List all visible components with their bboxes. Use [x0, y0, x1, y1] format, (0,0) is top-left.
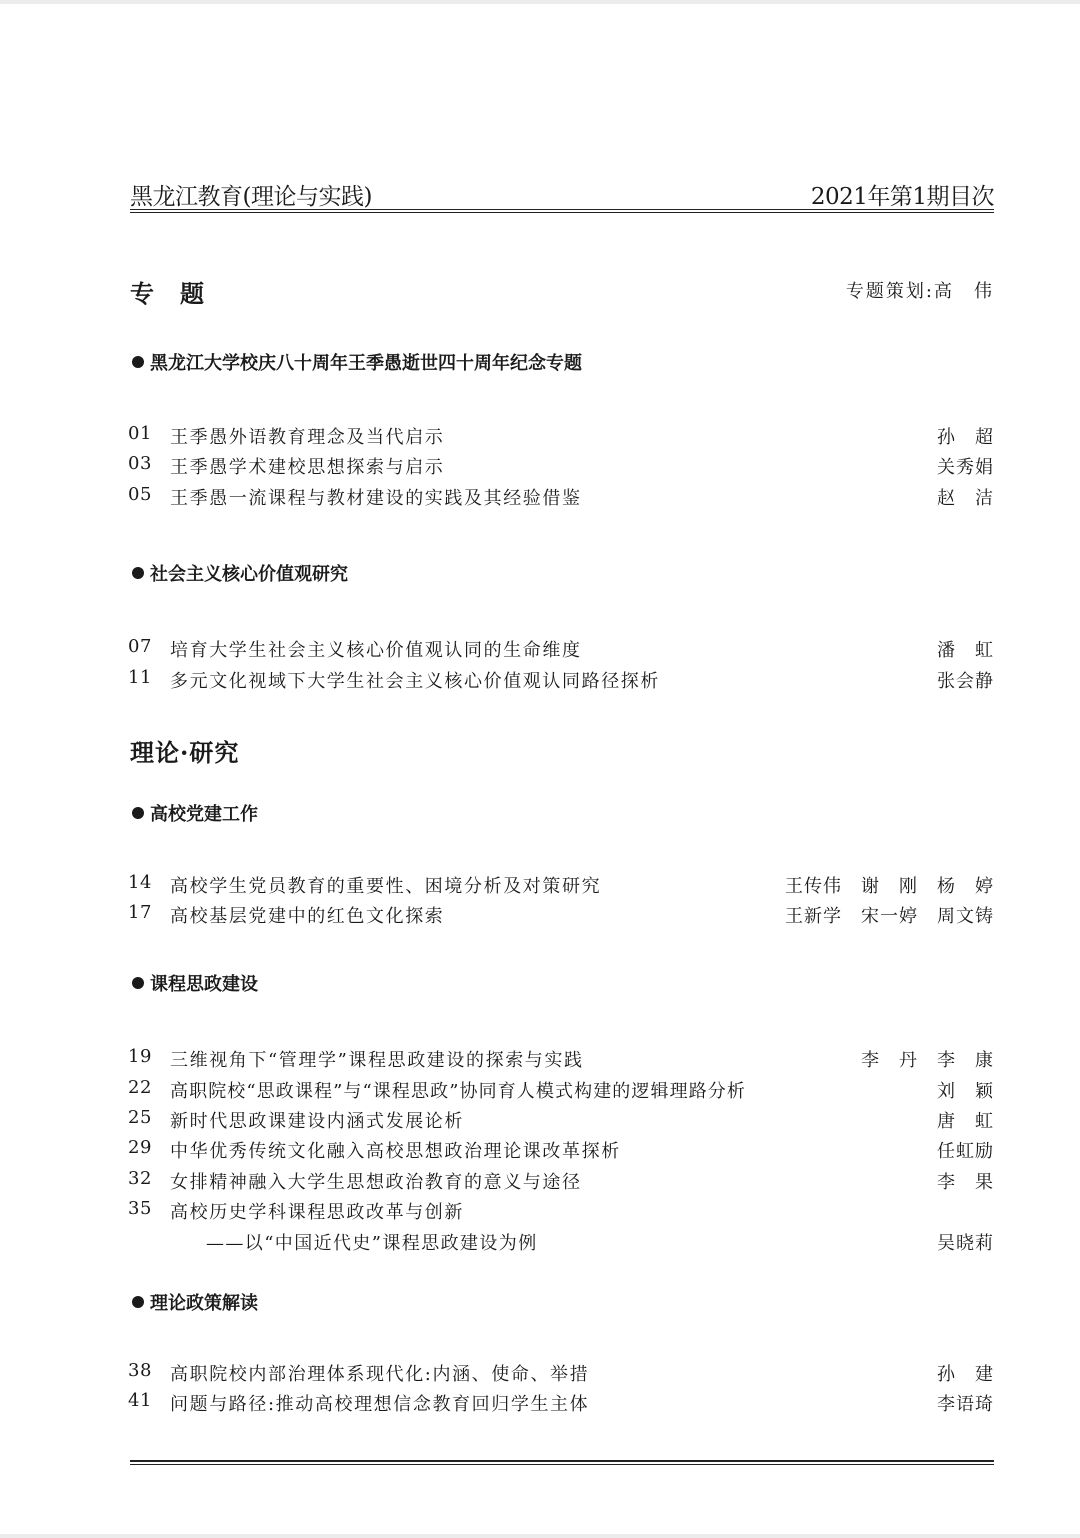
toc-entry[interactable]: [128, 1137, 994, 1163]
toc-entry-continued[interactable]: [128, 1229, 994, 1255]
subsection-label: 社会主义核心价值观研究: [150, 564, 348, 585]
page-number: 38: [128, 1360, 152, 1381]
article-title: 高职院校“思政课程”与“课程思政”协同育人模式构建的逻辑理路分析: [170, 1081, 747, 1102]
page-number: 11: [128, 667, 152, 688]
toc-entry[interactable]: [128, 1077, 994, 1103]
article-author: 关秀娟: [937, 457, 994, 478]
article-author: 潘 虹: [937, 640, 994, 661]
article-author: 唐 虹: [937, 1111, 994, 1132]
page-number: 25: [128, 1107, 152, 1128]
subsection-heading: [132, 970, 258, 996]
subsection-heading: [132, 560, 348, 586]
page-number: 03: [128, 453, 152, 474]
article-title: 女排精神融入大学生思想政治教育的意义与途径: [170, 1172, 582, 1193]
footer-rule: [130, 1460, 994, 1465]
toc-entry[interactable]: [128, 1168, 994, 1194]
subsection-heading: [132, 349, 582, 375]
bullet-icon: [132, 356, 144, 368]
article-author: 王传伟 谢 刚 杨 婷: [785, 876, 994, 897]
page-number: 35: [128, 1198, 152, 1219]
toc-entry[interactable]: [128, 1198, 994, 1224]
article-subtitle: ——以“中国近代史”课程思政建设为例: [206, 1233, 538, 1254]
article-title: 高职院校内部治理体系现代化:内涵、使命、举措: [170, 1364, 590, 1385]
article-title: 培育大学生社会主义核心价值观认同的生命维度: [170, 640, 582, 661]
toc-entry[interactable]: [128, 423, 994, 449]
toc-entry[interactable]: [128, 484, 994, 510]
subsection-label: 理论政策解读: [150, 1293, 258, 1314]
article-author: 孙 建: [937, 1364, 994, 1385]
toc-entry[interactable]: [128, 902, 994, 928]
article-author: 吴晓莉: [937, 1233, 994, 1254]
article-title: 高校学生党员教育的重要性、困境分析及对策研究: [170, 876, 602, 897]
article-title: 三维视角下“管理学”课程思政建设的探索与实践: [170, 1050, 584, 1071]
toc-entry[interactable]: [128, 667, 994, 693]
page-number: 14: [128, 872, 152, 893]
journal-title: 黑龙江教育(理论与实践): [130, 184, 372, 210]
page-number: 29: [128, 1137, 152, 1158]
article-author: 孙 超: [937, 427, 994, 448]
subsection-label: 黑龙江大学校庆八十周年王季愚逝世四十周年纪念专题: [150, 353, 582, 374]
article-title: 王季愚一流课程与教材建设的实践及其经验借鉴: [170, 488, 582, 509]
issue-title: 2021年第1期目次: [810, 184, 994, 210]
topic-editor: 专题策划:高 伟: [845, 281, 994, 302]
toc-entry[interactable]: [128, 1046, 994, 1072]
toc-entry[interactable]: [128, 1107, 994, 1133]
bullet-icon: [132, 807, 144, 819]
toc-entry[interactable]: [128, 1360, 994, 1386]
article-title: 高校基层党建中的红色文化探索: [170, 906, 445, 927]
toc-entry[interactable]: [128, 1390, 994, 1416]
article-author: 王新学 宋一婷 周文铸: [785, 906, 994, 927]
article-author: 李语琦: [937, 1394, 994, 1415]
toc-entry[interactable]: [128, 453, 994, 479]
page-number: 22: [128, 1077, 152, 1098]
article-author: 张会静: [937, 671, 994, 692]
subsection-label: 高校党建工作: [150, 804, 258, 825]
header-rule: [130, 209, 994, 213]
page-number: 19: [128, 1046, 152, 1067]
page-header: [130, 178, 994, 210]
article-author: 李 果: [937, 1172, 994, 1193]
section-title-zhuanti: 专 题: [130, 279, 205, 308]
bullet-icon: [132, 977, 144, 989]
bullet-icon: [132, 567, 144, 579]
article-title: 中华优秀传统文化融入高校思想政治理论课改革探析: [170, 1141, 621, 1162]
toc-entry[interactable]: [128, 636, 994, 662]
article-title: 问题与路径:推动高校理想信念教育回归学生主体: [170, 1394, 590, 1415]
article-author: 任虹励: [937, 1141, 994, 1162]
page-number: 01: [128, 423, 152, 444]
article-author: 李 丹 李 康: [861, 1050, 994, 1071]
toc-entry[interactable]: [128, 872, 994, 898]
page-number: 41: [128, 1390, 152, 1411]
page-number: 17: [128, 902, 152, 923]
top-border: [0, 0, 1080, 4]
article-title: 多元文化视域下大学生社会主义核心价值观认同路径探析: [170, 671, 660, 692]
section-title-lilun: 理论·研究: [130, 738, 240, 767]
page-number: 05: [128, 484, 152, 505]
subsection-label: 课程思政建设: [150, 974, 258, 995]
article-author: 刘 颖: [937, 1081, 994, 1102]
page-number: 32: [128, 1168, 152, 1189]
page-number: 07: [128, 636, 152, 657]
subsection-heading: [132, 800, 258, 826]
bottom-border: [0, 1534, 1080, 1538]
article-title: 高校历史学科课程思政改革与创新: [170, 1202, 464, 1223]
article-title: 新时代思政课建设内涵式发展论析: [170, 1111, 464, 1132]
article-title: 王季愚学术建校思想探索与启示: [170, 457, 445, 478]
article-author: 赵 洁: [937, 488, 994, 509]
bullet-icon: [132, 1296, 144, 1308]
subsection-heading: [132, 1289, 258, 1315]
article-title: 王季愚外语教育理念及当代启示: [170, 427, 445, 448]
